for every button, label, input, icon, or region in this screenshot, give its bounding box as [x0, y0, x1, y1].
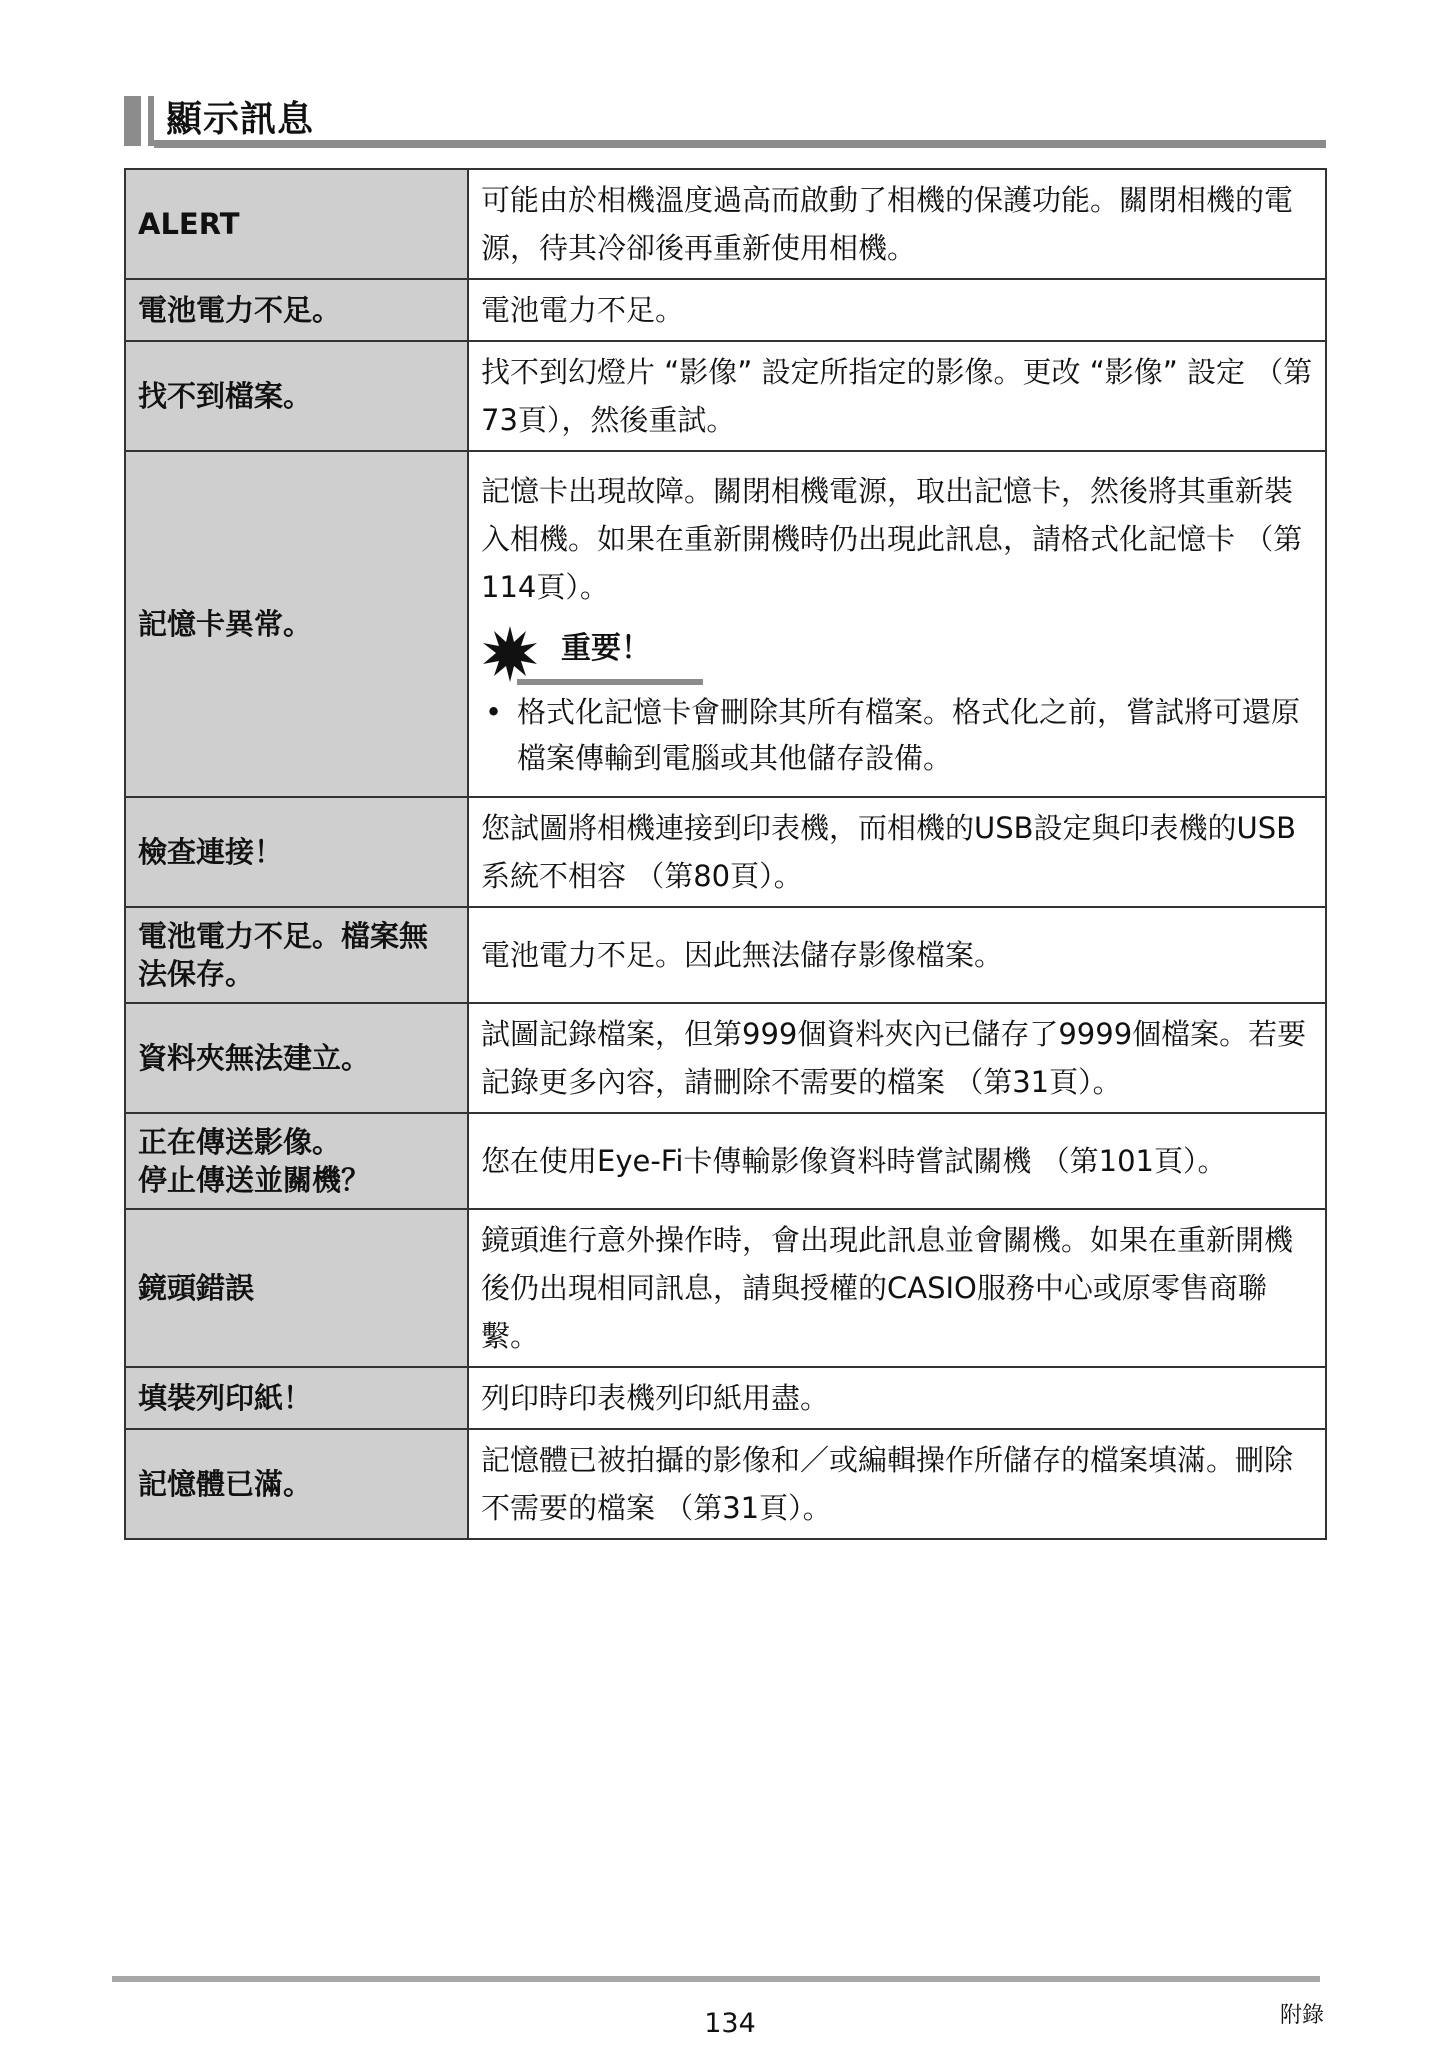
- table-row: [125, 279, 1326, 341]
- message-key-cell: [125, 1113, 468, 1209]
- message-description: 列印時印表機列印紙用盡。: [468, 1367, 1326, 1429]
- table-row: [125, 797, 1326, 907]
- message-description: 記憶體已被拍攝的影像和／或編輯操作所儲存的檔案填滿。刪除不需要的檔案 （第31頁）。: [468, 1429, 1326, 1539]
- table-row: [125, 1367, 1326, 1429]
- message-key: 電池電力不足。: [125, 279, 468, 341]
- table-row: [125, 1003, 1326, 1113]
- table-row: [125, 451, 1326, 797]
- important-callout: [481, 625, 1313, 687]
- table-row: [125, 1209, 1326, 1367]
- message-key: 檢查連接！: [125, 797, 468, 907]
- message-key-line: 正在傳送影像。: [138, 1125, 342, 1159]
- message-description: 可能由於相機溫度過高而啟動了相機的保護功能。關閉相機的電源，待其冷卻後再重新使用相機。: [468, 169, 1326, 279]
- header-underline: [154, 140, 1326, 148]
- message-description-cell: [468, 451, 1326, 797]
- message-key-line: 停止傳送並關機？: [138, 1163, 371, 1197]
- footer-rule: [112, 1976, 1320, 1982]
- important-label: 重要！: [561, 631, 651, 666]
- page-number: 134: [704, 2008, 756, 2039]
- important-bullet-item: [481, 689, 1313, 781]
- message-description: 記憶卡出現故障。關閉相機電源，取出記憶卡，然後將其重新裝入相機。如果在重新開機時仍出現此訊息，請格式化記憶卡 （第114頁）。: [481, 474, 1303, 604]
- footer-section-label: 附錄: [1280, 2003, 1325, 2028]
- important-underline: [517, 679, 703, 685]
- message-key: 資料夾無法建立。: [125, 1003, 468, 1113]
- message-key: 填裝列印紙！: [125, 1367, 468, 1429]
- important-burst-icon: [481, 625, 539, 683]
- table-row: [125, 169, 1326, 279]
- message-key: 記憶體已滿。: [125, 1429, 468, 1539]
- section-header: [124, 96, 1326, 148]
- message-description: 您在使用Eye-Fi卡傳輸影像資料時嘗試關機 （第101頁）。: [468, 1113, 1326, 1209]
- header-bar-decoration-thin: [148, 96, 154, 146]
- message-description: 試圖記錄檔案，但第999個資料夾內已儲存了9999個檔案。若要記錄更多內容，請刪除不需要的檔案 （第31頁）。: [468, 1003, 1326, 1113]
- message-key: 記憶卡異常。: [125, 451, 468, 797]
- message-key: 電池電力不足。檔案無法保存。: [125, 907, 468, 1003]
- important-text: 格式化記憶卡會刪除其所有檔案。格式化之前，嘗試將可還原檔案傳輸到電腦或其他儲存設備。: [517, 695, 1301, 775]
- message-description: 您試圖將相機連接到印表機，而相機的USB設定與印表機的USB系統不相容 （第80頁）。: [468, 797, 1326, 907]
- message-table: [124, 168, 1327, 1540]
- table-row: [125, 341, 1326, 451]
- table-row: [125, 907, 1326, 1003]
- section-title: 顯示訊息: [166, 99, 315, 140]
- table-row: [125, 1429, 1326, 1539]
- table-row: [125, 1113, 1326, 1209]
- message-key: 鏡頭錯誤: [125, 1209, 468, 1367]
- bullet-marker: •: [485, 695, 503, 729]
- message-key: 找不到檔案。: [125, 341, 468, 451]
- header-bar-decoration: [124, 96, 141, 146]
- message-description: 鏡頭進行意外操作時，會出現此訊息並會關機。如果在重新開機後仍出現相同訊息，請與授權的CASIO服務中心或原零售商聯繫。: [468, 1209, 1326, 1367]
- message-description: 電池電力不足。: [468, 279, 1326, 341]
- message-description: 找不到幻燈片 “影像” 設定所指定的影像。更改 “影像” 設定 （第73頁），然後重試。: [468, 341, 1326, 451]
- message-key: ALERT: [125, 169, 468, 279]
- message-description: 電池電力不足。因此無法儲存影像檔案。: [468, 907, 1326, 1003]
